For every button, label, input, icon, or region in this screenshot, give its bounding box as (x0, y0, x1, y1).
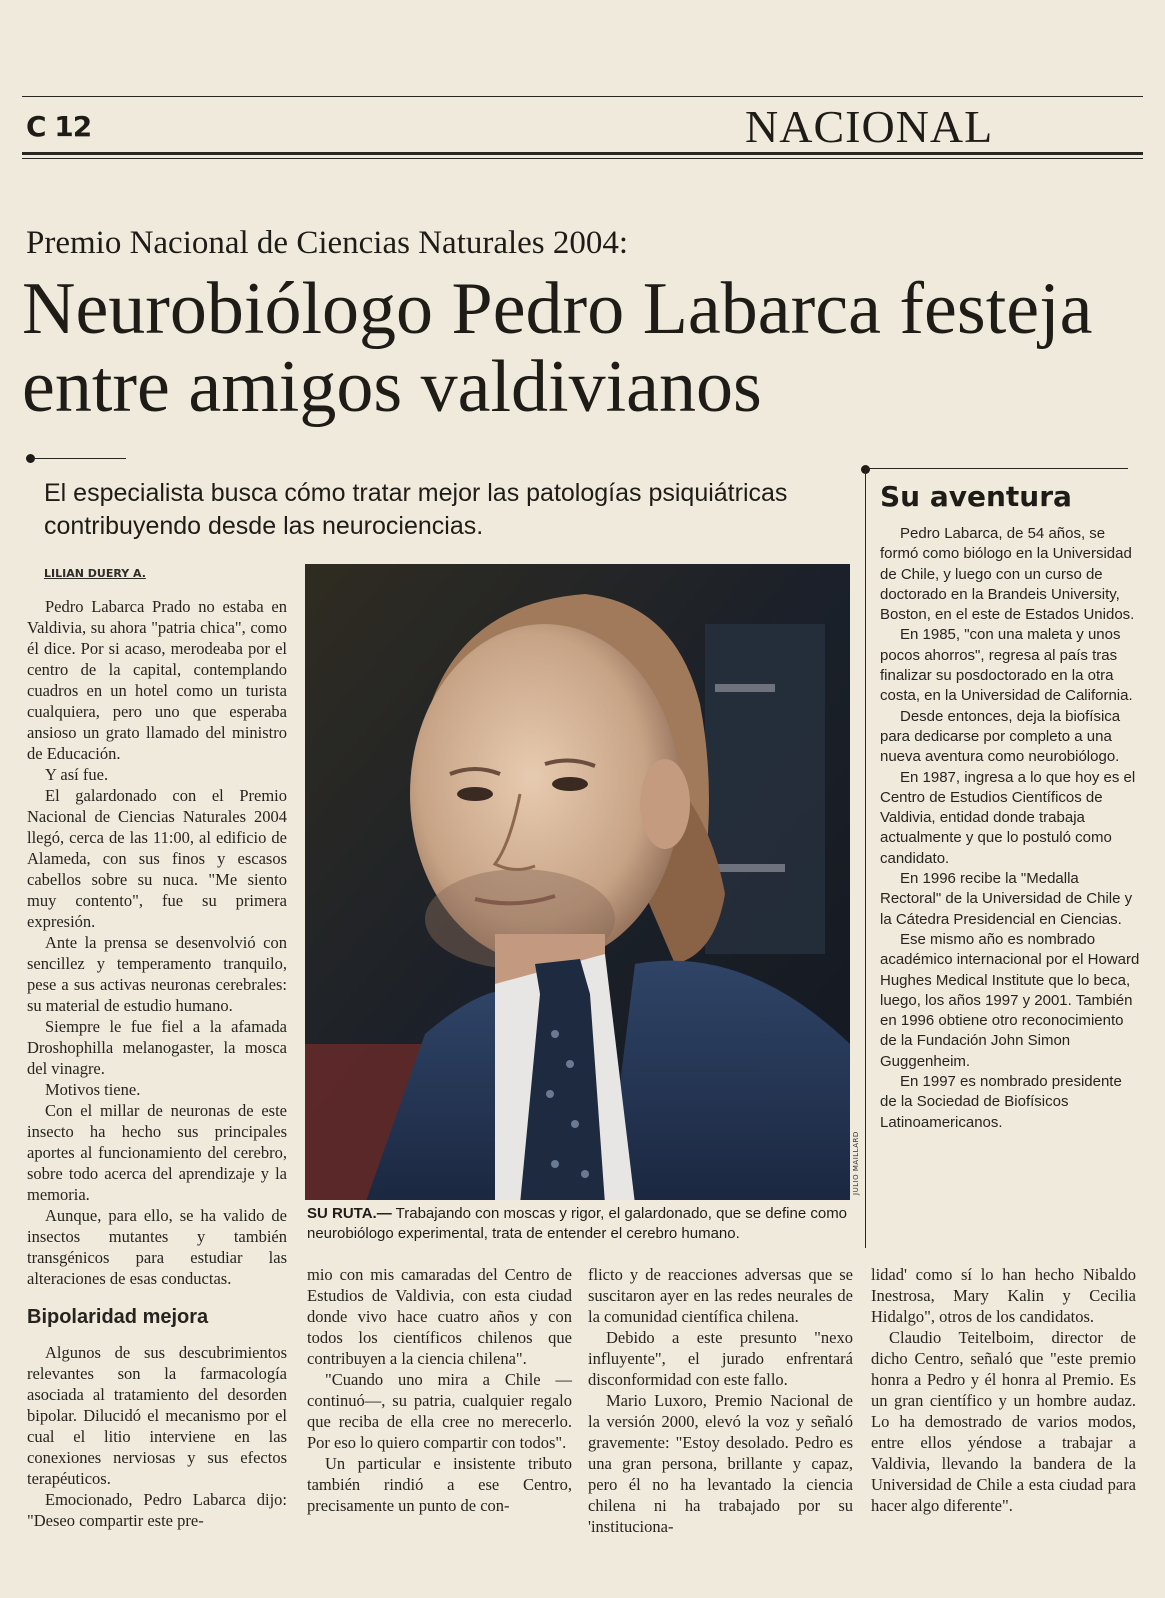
sidebar-paragraph: En 1997 es nombrado presidente de la Sociedad de Biofísicos Latinoamericanos. (880, 1073, 1122, 1131)
paragraph: Y así fue. (45, 765, 109, 784)
sidebar-paragraph: En 1985, "con una maleta y unos pocos ahorros", regresa al país tras finalizar su posdoctorado en la otra costa, en la Universidad de California. (880, 626, 1133, 705)
article-headline: Neurobiólogo Pedro Labarca festeja entre amigos valdivianos (22, 268, 1093, 428)
paragraph: Motivos tiene. (45, 1080, 141, 1099)
article-dek: El especialista busca cómo tratar mejor las patologías psiquiátricas contribuyendo desde las neurociencias. (44, 479, 788, 540)
paragraph: mio con mis camaradas del Centro de Estudios de Valdivia, con esta ciudad donde vivo hace cuatro años y con todos los científicos chilenos que contribuyen a la ciencia chilena". (307, 1265, 572, 1368)
column-2 (307, 1264, 572, 1516)
page-number: C 12 (26, 110, 92, 143)
paragraph: flicto y de reacciones adversas que se suscitaron ayer en las redes neurales de la comunidad científica chilena. (588, 1265, 853, 1326)
sidebar-body (880, 524, 1140, 1133)
dek-rule (32, 458, 126, 459)
sidebar-title: Su aventura (880, 480, 1072, 513)
column-3 (588, 1264, 853, 1537)
paragraph: Mario Luxoro, Premio Nacional de la versión 2000, elevó la voz y señaló gravemente: "Estoy desolado. Pedro es una gran persona, brillante y capaz, pero él no ha levantado la ciencia chilena ni ha trabajado por su 'instituciona- (588, 1391, 853, 1536)
sidebar-paragraph: Ese mismo año es nombrado académico internacional por el Howard Hughes Medical Institute que lo beca, luego, los años 1997 y 2001. También en 1996 obtiene otro reconocimiento de la Fundación John Simon Guggenheim. (880, 930, 1140, 1070)
paragraph: Algunos de sus descubrimientos relevantes son la farmacología asociada al tratamiento del desorden bipolar. Dilucidó el mecanismo por el cual el litio interviene en las conexiones nerviosas y sus efectos terapéuticos. (27, 1343, 287, 1488)
paragraph: Con el millar de neuronas de este insecto ha hecho sus principales aportes al funcionamiento del cerebro, sobre todo acerca del aprendizaje y la memoria. (27, 1101, 287, 1204)
byline: LILIAN DUERY A. (44, 567, 146, 580)
article-kicker: Premio Nacional de Ciencias Naturales 2004: (26, 225, 629, 261)
caption-label: SU RUTA.— (307, 1205, 392, 1222)
sidebar-paragraph: En 1996 recibe la "Medalla Rectoral" de la Universidad de Chile y la Cátedra Presidencial en Ciencias. (880, 870, 1133, 928)
paragraph: Aunque, para ello, se ha valido de insectos mutantes y también transgénicos para estudiar las alteraciones de esas conductas. (27, 1206, 287, 1288)
paragraph: Claudio Teitelboim, director de dicho Centro, señaló que "este premio honra a Pedro y él honra al Premio. Es un gran científico y un hombre audaz. Lo ha demostrado de varios modos, entre ellos yéndose a trabajar a Valdivia, llevando la bandera de la Universidad de Chile a esta ciudad para hacer algo diferente". (871, 1328, 1136, 1515)
sidebar-paragraph: En 1987, ingresa a lo que hoy es el Centro de Estudios Científicos de Valdivia, entidad donde trabaja actualmente y que lo postuló como candidato. (880, 768, 1136, 867)
paragraph: El galardonado con el Premio Nacional de Ciencias Naturales 2004 llegó, cerca de las 11:00, al edificio de Alameda, con sus finos y escasos cabellos sobre su nuca. "Me siento muy contento", fue su primera expresión. (27, 786, 287, 931)
paragraph: Pedro Labarca Prado no estaba en Valdivia, su ahora "patria chica", como él dice. Por si acaso, merodeaba por el centro de la capital, contemplando cuadros en un hotel como un turista cualquiera, pero uno que esperaba ansioso un grato llamado del ministro de Educación. (27, 597, 287, 763)
portrait-illustration (305, 564, 850, 1200)
sidebar-paragraph: Pedro Labarca, de 54 años, se formó como biólogo en la Universidad de Chile, y luego con un curso de doctorado en la Brandeis University, Boston, en el este de Estados Unidos. (880, 525, 1135, 624)
paragraph: Debido a este presunto "nexo influyente", el jurado enfrentará disconformidad con este fallo. (588, 1328, 853, 1389)
header-top-rule (22, 96, 1143, 97)
portrait-photo (305, 564, 850, 1200)
paragraph: Ante la prensa se desenvolvió con sencillez y temperamento tranquilo, pese a sus activas neuronas cerebrales: su material de estudio humano. (27, 933, 287, 1015)
sidebar-paragraph: Desde entonces, deja la biofísica para dedicarse por completo a una nueva aventura como neurobiólogo. (880, 707, 1121, 766)
header-bottom-thin-rule (22, 158, 1143, 159)
column-4 (871, 1264, 1136, 1516)
photo-caption (307, 1204, 852, 1244)
caption-text: Trabajando con moscas y rigor, el galardonado, que se define como neurobiólogo experimental, trata de entender el cerebro humano. (307, 1205, 848, 1242)
paragraph: Siempre le fue fiel a la afamada Droshophilla melanogaster, la mosca del vinagre. (27, 1017, 287, 1078)
sidebar-rule (866, 468, 1128, 469)
column-1 (27, 596, 287, 1531)
paragraph: Emocionado, Pedro Labarca dijo: "Deseo compartir este pre- (27, 1490, 287, 1530)
paragraph: "Cuando uno mira a Chile —continuó—, su patria, cualquier regalo que reciba de ella cree no merecerlo. Por eso lo quiero compartir con todos". (307, 1370, 572, 1452)
sidebar-left-rule (865, 470, 866, 1248)
paragraph: lidad' como sí lo han hecho Nibaldo Inestrosa, Mary Kalin y Cecilia Hidalgo", otros de los candidatos. (871, 1265, 1136, 1326)
photo-credit: JULIO MAILLARD (852, 1131, 860, 1195)
paragraph: Un particular e insistente tributo también rindió a ese Centro, precisamente un punto de con- (307, 1454, 572, 1515)
subhead: Bipolaridad mejora (27, 1306, 209, 1328)
section-title: NACIONAL (745, 101, 994, 152)
